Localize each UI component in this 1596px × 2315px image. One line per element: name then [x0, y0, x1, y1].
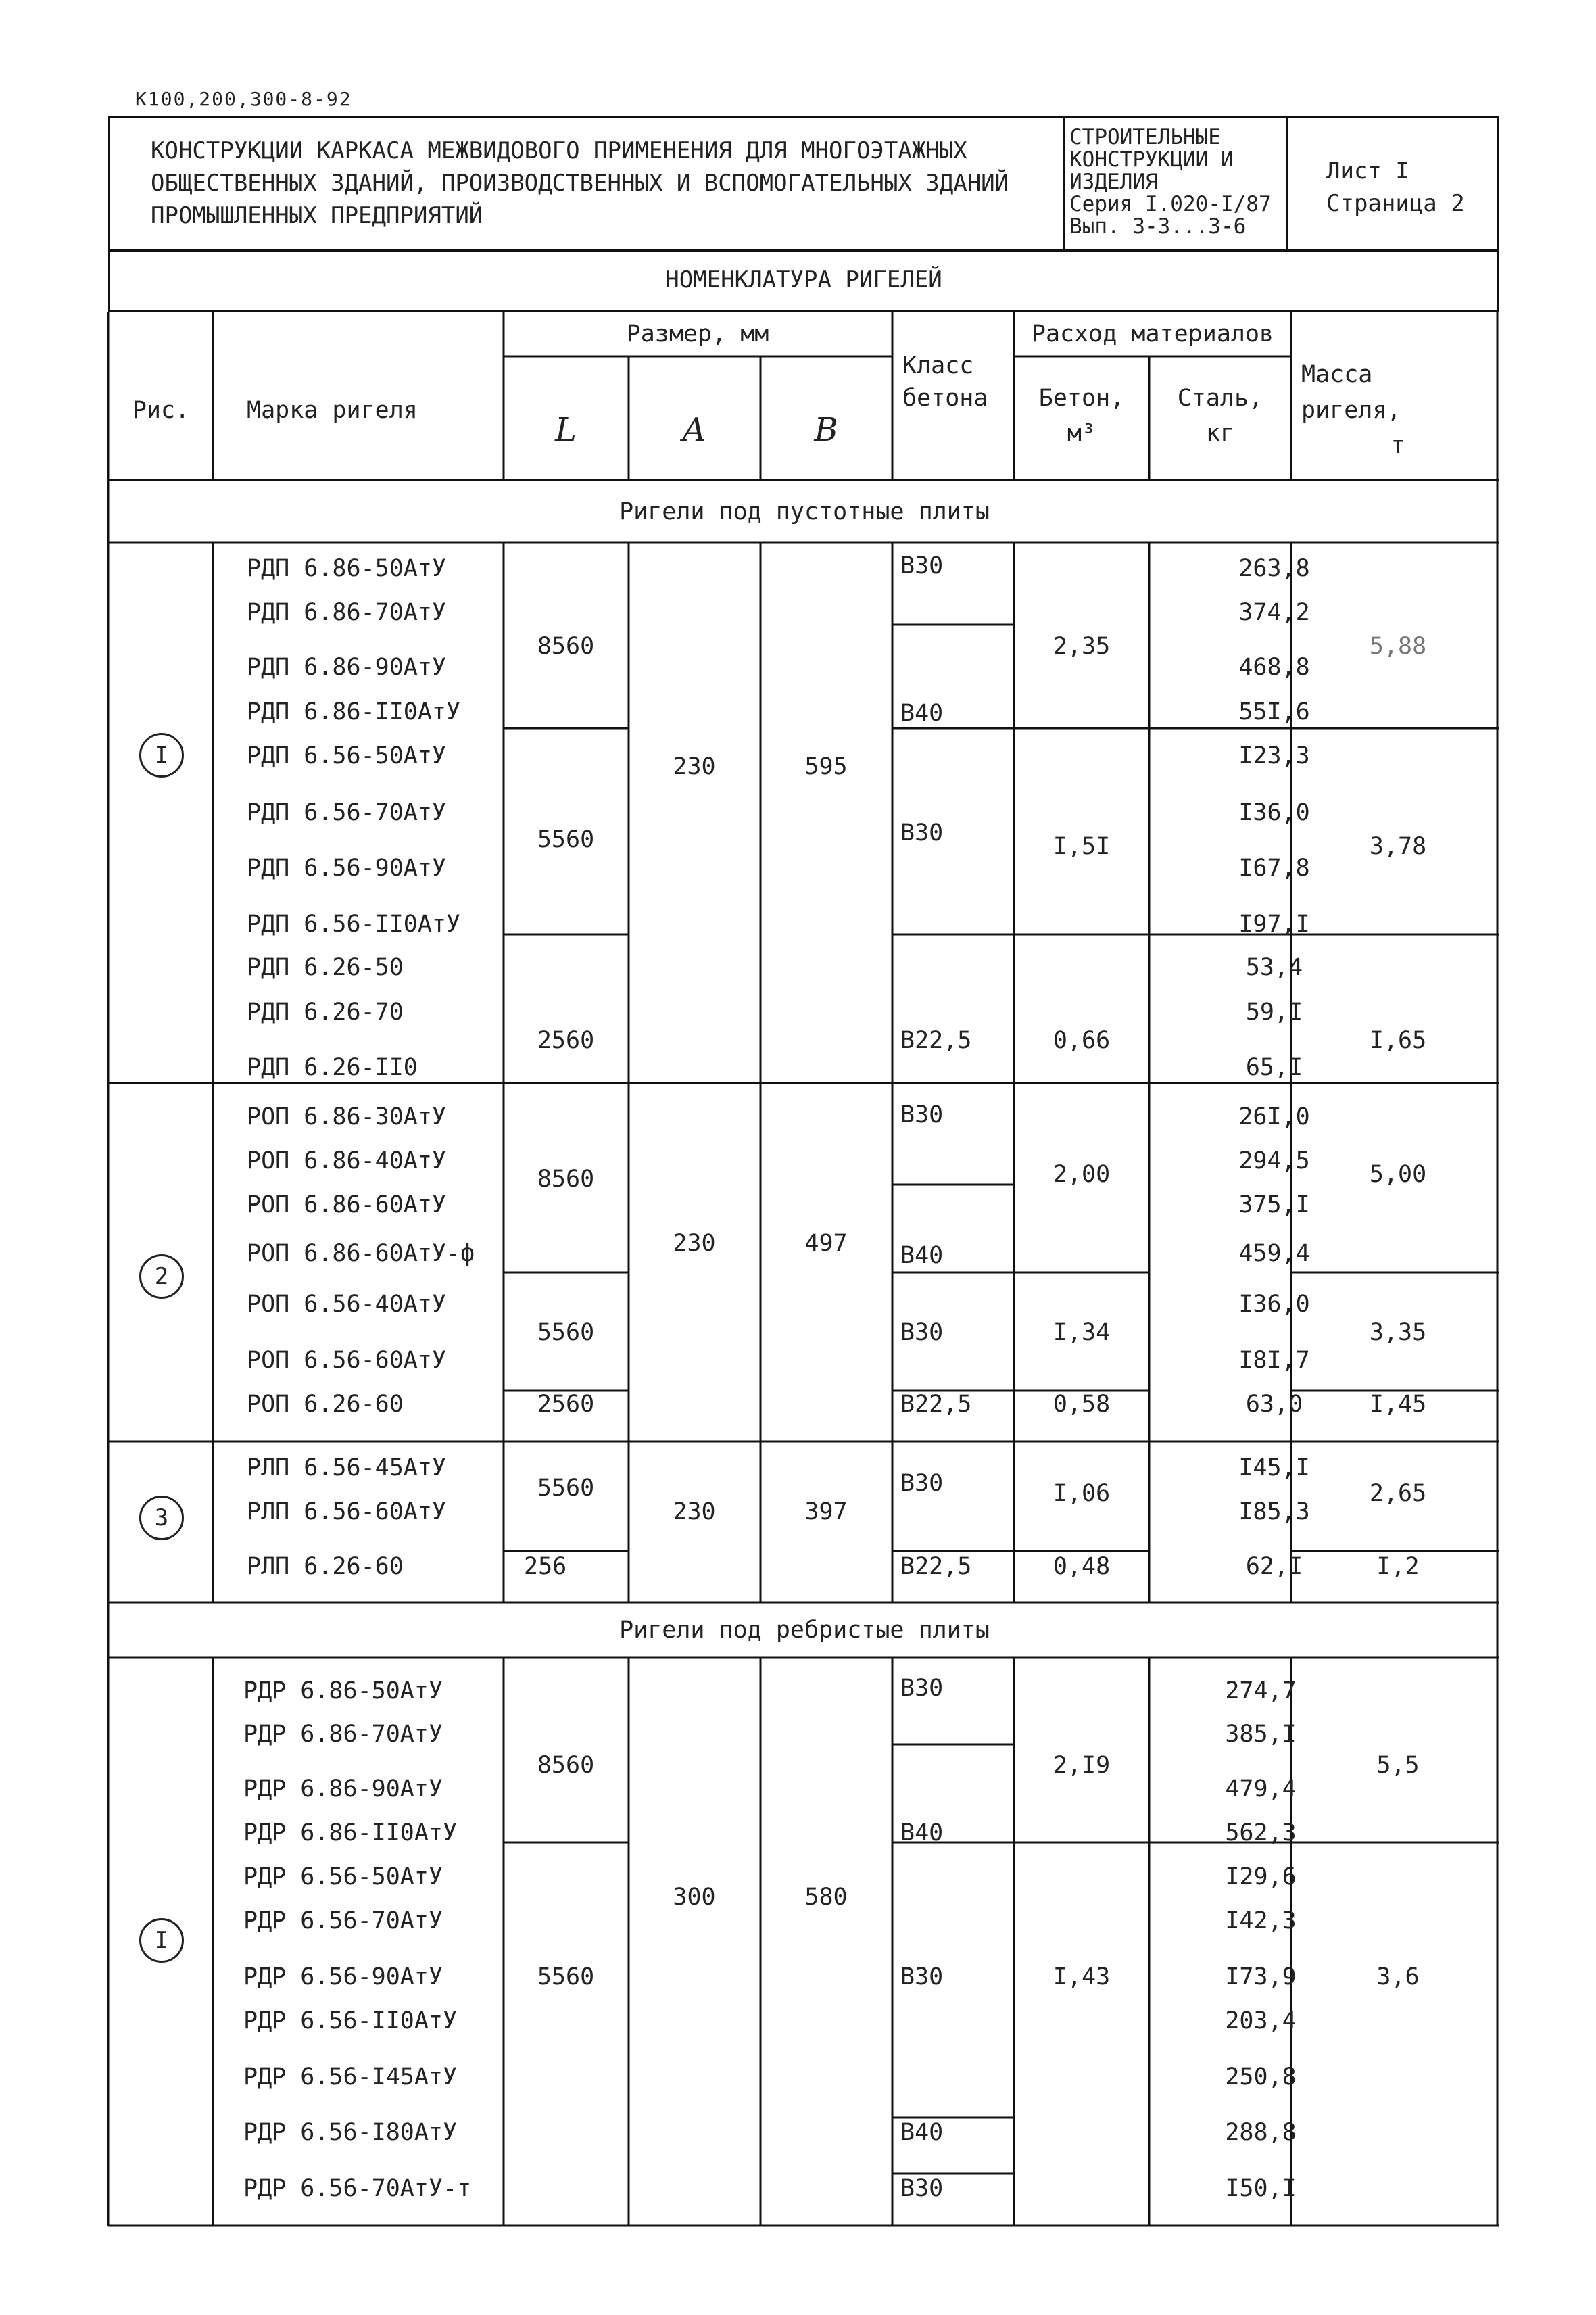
beam-mass: I,45 [1369, 1391, 1427, 1418]
steel-value: 288,8 [1225, 2119, 1297, 2146]
length-value: 8560 [537, 1752, 595, 1779]
concrete-class: В22,5 [900, 1553, 972, 1580]
figure-number: 3 [139, 1496, 184, 1540]
beam-mark: РДП 6.86-90АтУ [247, 654, 447, 681]
table-title: НОМЕНКЛАТУРА РИГЕЛЕЙ [108, 249, 1499, 312]
col-header-size: Размер, мм [626, 320, 769, 348]
col-header-l: L [555, 411, 577, 449]
col-header-fig: Рис. [132, 397, 190, 424]
col-header-class-line: Класс [902, 352, 974, 379]
length-value: 2560 [537, 1027, 595, 1054]
beam-mark: РОП 6.86-30АтУ [247, 1103, 447, 1130]
beam-mass: 3,6 [1376, 1963, 1420, 1990]
figure-number: I [139, 1918, 184, 1963]
beam-mass: 3,78 [1369, 833, 1427, 860]
section-title-hollow: Ригели под пустотные плиты [619, 498, 990, 525]
concrete-class: В30 [900, 819, 944, 846]
page-number: Страница 2 [1326, 190, 1465, 217]
steel-value: 375,I [1238, 1191, 1310, 1218]
steel-value: I36,0 [1238, 1291, 1310, 1318]
steel-value: I42,3 [1225, 1907, 1297, 1934]
concrete-class: В30 [900, 1319, 944, 1346]
steel-value: 26I,0 [1238, 1103, 1310, 1130]
beam-mark: РДП 6.86-II0АтУ [247, 698, 461, 725]
beam-mark: РДР 6.56-50АтУ [243, 1863, 443, 1890]
length-value: 5560 [537, 1319, 595, 1346]
steel-value: 374,2 [1238, 599, 1310, 626]
concrete-volume: I,43 [1053, 1963, 1111, 1990]
beam-mass: I,2 [1376, 1553, 1420, 1580]
document-title-line: КОНСТРУКЦИИ КАРКАСА МЕЖВИДОВОГО ПРИМЕНЕНИЯ ДЛЯ МНОГОЭТАЖНЫХ [151, 137, 967, 164]
width-value: 300 [673, 1884, 716, 1911]
height-value: 580 [804, 1884, 848, 1911]
concrete-volume: 0,66 [1053, 1027, 1111, 1054]
steel-value: I45,I [1238, 1454, 1310, 1481]
document-code: К100,200,300-8-92 [135, 88, 352, 110]
steel-value: 459,4 [1238, 1240, 1310, 1267]
series-line: Вып. 3-3...3-6 [1069, 214, 1247, 239]
beam-mark: РДР 6.86-50АтУ [243, 1677, 443, 1704]
length-value: 8560 [537, 633, 595, 660]
beam-mark: РДР 6.56-I45АтУ [243, 2063, 458, 2091]
concrete-volume: I,34 [1053, 1319, 1111, 1346]
steel-value: I85,3 [1238, 1498, 1310, 1525]
col-header-concrete-line: м³ [1067, 420, 1096, 447]
concrete-class: В22,5 [900, 1391, 972, 1418]
beam-mark: РОП 6.56-40АтУ [247, 1291, 447, 1318]
steel-value: 468,8 [1238, 654, 1310, 681]
col-header-a: A [682, 411, 706, 449]
col-header-class-line: бетона [902, 385, 988, 412]
steel-value: 385,I [1225, 1721, 1297, 1748]
steel-value: I73,9 [1225, 1963, 1297, 1990]
steel-value: 203,4 [1225, 2007, 1297, 2034]
steel-value: I8I,7 [1238, 1347, 1310, 1374]
concrete-volume: 0,48 [1053, 1553, 1111, 1580]
steel-value: 263,8 [1238, 555, 1310, 582]
steel-value: 250,8 [1225, 2063, 1297, 2091]
height-value: 397 [804, 1498, 848, 1525]
col-header-mass-line: ригеля, [1301, 397, 1401, 424]
length-value: 256 [524, 1553, 567, 1580]
beam-mass: 5,88 [1369, 633, 1427, 660]
document-sheet [108, 116, 1499, 2226]
concrete-class: В30 [900, 552, 944, 579]
steel-value: I36,0 [1238, 799, 1310, 826]
steel-value: 63,0 [1245, 1391, 1303, 1418]
col-header-concrete-line: Бетон, [1038, 385, 1125, 412]
series-line: КОНСТРУКЦИИ И [1069, 147, 1234, 172]
document-title-line: ОБЩЕСТВЕННЫХ ЗДАНИЙ, ПРОИЗВОДСТВЕННЫХ И ВСПОМОГАТЕЛЬНЫХ ЗДАНИЙ [151, 170, 1009, 197]
height-value: 595 [804, 753, 848, 780]
beam-mass: 5,00 [1369, 1161, 1427, 1188]
beam-mark: РДП 6.86-50АтУ [247, 555, 447, 582]
col-header-mark: Марка ригеля [247, 397, 418, 424]
concrete-volume: I,5I [1053, 833, 1111, 860]
steel-value: I50,I [1225, 2175, 1297, 2202]
steel-value: I29,6 [1225, 1863, 1297, 1890]
concrete-class: В30 [900, 1675, 944, 1702]
col-header-mass-line: Масса [1301, 361, 1373, 388]
concrete-class: В40 [900, 1242, 944, 1269]
document-title-line: ПРОМЫШЛЕННЫХ ПРЕДПРИЯТИЙ [151, 202, 483, 229]
steel-value: I23,3 [1238, 742, 1310, 769]
beam-mark: РДР 6.86-II0АтУ [243, 1819, 458, 1846]
series-line: СТРОИТЕЛЬНЫЕ [1069, 125, 1221, 149]
col-header-mass-line: т [1391, 432, 1405, 459]
sheet-number: Лист I [1326, 158, 1409, 185]
concrete-class: В40 [900, 1819, 944, 1846]
beam-mark: РОП 6.26-60 [247, 1391, 404, 1418]
length-value: 5560 [537, 1475, 595, 1502]
series-line: ИЗДЕЛИЯ [1069, 170, 1158, 194]
height-value: 497 [804, 1230, 848, 1257]
beam-mass: I,65 [1369, 1027, 1427, 1054]
beam-mark: РДП 6.56-II0АтУ [247, 911, 461, 938]
steel-value: 65,I [1245, 1054, 1303, 1081]
beam-mark: РДП 6.26-50 [247, 954, 404, 981]
steel-value: 59,I [1245, 999, 1303, 1026]
beam-mass: 2,65 [1369, 1480, 1427, 1507]
concrete-volume: I,06 [1053, 1480, 1111, 1507]
width-value: 230 [673, 1498, 716, 1525]
beam-mark: РОП 6.56-60АтУ [247, 1347, 447, 1374]
series-line: Серия I.020-I/87 [1069, 192, 1272, 216]
width-value: 230 [673, 753, 716, 780]
beam-mark: РДП 6.86-70АтУ [247, 599, 447, 626]
concrete-class: В30 [900, 1101, 944, 1128]
length-value: 5560 [537, 826, 595, 853]
length-value: 8560 [537, 1166, 595, 1193]
col-header-b: B [814, 411, 838, 449]
concrete-class: В30 [900, 1470, 944, 1497]
length-value: 2560 [537, 1391, 595, 1418]
concrete-class: В30 [900, 1963, 944, 1990]
concrete-volume: 0,58 [1053, 1391, 1111, 1418]
concrete-class: В40 [900, 2119, 944, 2146]
beam-mark: РЛП 6.56-60АтУ [247, 1498, 447, 1525]
figure-number: I [139, 733, 184, 778]
beam-mark: РЛП 6.56-45АтУ [247, 1454, 447, 1481]
beam-mark: РДП 6.26-70 [247, 999, 404, 1026]
concrete-volume: 2,35 [1053, 633, 1111, 660]
steel-value: 53,4 [1245, 954, 1303, 981]
beam-mark: РДР 6.56-70АтУ [243, 1907, 443, 1934]
steel-value: 274,7 [1225, 1677, 1297, 1704]
steel-value: I97,I [1238, 911, 1310, 938]
beam-mass: 3,35 [1369, 1319, 1427, 1346]
beam-mark: РДР 6.56-II0АтУ [243, 2007, 458, 2034]
beam-mass: 5,5 [1376, 1752, 1420, 1779]
concrete-class: В40 [900, 700, 944, 727]
col-header-consumption: Расход материалов [1031, 320, 1274, 348]
steel-value: I67,8 [1238, 855, 1310, 882]
beam-mark: РЛП 6.26-60 [247, 1553, 404, 1580]
concrete-volume: 2,00 [1053, 1161, 1111, 1188]
beam-mark: РДП 6.26-II0 [247, 1054, 418, 1081]
steel-value: 294,5 [1238, 1147, 1310, 1174]
concrete-class: В22,5 [900, 1027, 972, 1054]
beam-mark: РДР 6.56-90АтУ [243, 1963, 443, 1990]
width-value: 230 [673, 1230, 716, 1257]
col-header-steel-line: Сталь, [1177, 385, 1263, 412]
beam-mark: РДП 6.56-90АтУ [247, 855, 447, 882]
col-header-steel-line: кг [1205, 420, 1235, 447]
steel-value: 562,3 [1225, 1819, 1297, 1846]
concrete-class: В30 [900, 2175, 944, 2202]
steel-value: 55I,6 [1238, 698, 1310, 725]
beam-mark: РДР 6.86-70АтУ [243, 1721, 443, 1748]
length-value: 5560 [537, 1963, 595, 1990]
concrete-volume: 2,I9 [1053, 1752, 1111, 1779]
beam-mark: РОП 6.86-60АтУ [247, 1191, 447, 1218]
beam-mark: РДР 6.56-I80АтУ [243, 2119, 458, 2146]
beam-mark: РОП 6.86-60АтУ-ф [247, 1240, 475, 1267]
beam-mark: РДП 6.56-70АтУ [247, 799, 447, 826]
beam-mark: РДР 6.86-90АтУ [243, 1775, 443, 1803]
steel-value: 479,4 [1225, 1775, 1297, 1803]
beam-mark: РДП 6.56-50АтУ [247, 742, 447, 769]
section-title-ribbed: Ригели под ребристые плиты [619, 1617, 990, 1644]
figure-number: 2 [139, 1254, 184, 1299]
beam-mark: РДР 6.56-70АтУ-т [243, 2175, 472, 2202]
beam-mark: РОП 6.86-40АтУ [247, 1147, 447, 1174]
steel-value: 62,I [1245, 1553, 1303, 1580]
